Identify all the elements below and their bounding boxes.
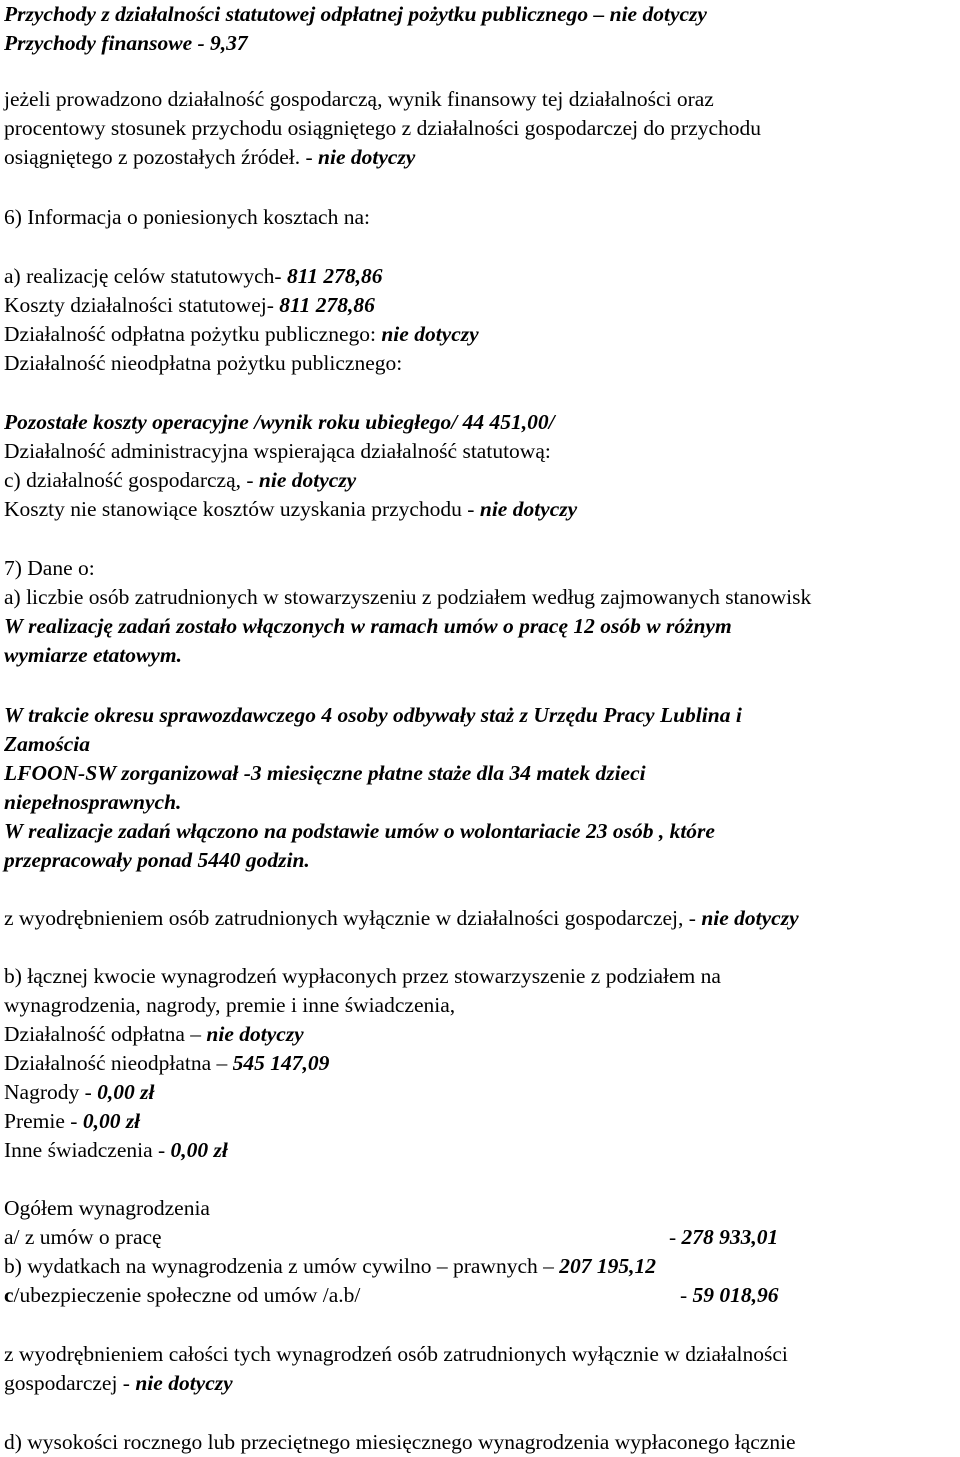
- paid-internships-line-2: niepełnosprawnych.: [4, 790, 182, 814]
- employees-count-line: a) liczbie osób zatrudnionych w stowarzyszeniu z podziałem według zajmowanych stanowisk: [4, 585, 812, 609]
- unpaid-public-benefit-line: Działalność nieodpłatna pożytku publicznego:: [4, 351, 403, 375]
- awards-line: Nagrody - 0,00 zł: [4, 1080, 155, 1104]
- non-deductible-costs-line: Koszty nie stanowiące kosztów uzyskania przychodu - nie dotyczy: [4, 497, 578, 521]
- unpaid-activity-salaries-line: Działalność nieodpłatna – 545 147,09: [4, 1051, 330, 1075]
- business-salaries-line-1: z wyodrębnieniem całości tych wynagrodzeń osób zatrudnionych wyłącznie w działalności: [4, 1342, 788, 1366]
- average-salary-line: d) wysokości rocznego lub przeciętnego miesięcznego wynagrodzenia wypłaconego łącznie: [4, 1430, 796, 1454]
- revenue-statutory-paid-line: Przychody z działalności statutowej odpłatnej pożytku publicznego – nie dotyczy: [4, 2, 707, 26]
- section-7-heading: 7) Dane o:: [4, 556, 95, 580]
- administrative-activity-line: Działalność administracyjna wspierająca działalność statutową:: [4, 439, 551, 463]
- business-activity-line-1: jeżeli prowadzono działalność gospodarczą, wynik finansowy tej działalności oraz: [4, 87, 714, 111]
- statutory-goals-cost-line: a) realizację celów statutowych- 811 278,86: [4, 264, 383, 288]
- civil-contract-expenses-line: b) wydatkach na wynagrodzenia z umów cywilno – prawnych – 207 195,12: [4, 1254, 656, 1278]
- paid-public-benefit-line: Działalność odpłatna pożytku publicznego: nie dotyczy: [4, 322, 479, 346]
- employment-contracts-line-1: W realizację zadań zostało włączonych w ramach umów o pracę 12 osób w różnym: [4, 614, 732, 638]
- total-salaries-label: Ogółem wynagrodzenia: [4, 1196, 210, 1220]
- business-activity-cost-line: c) działalność gospodarczą, - nie dotyczy: [4, 468, 357, 492]
- business-activity-line-3: osiągniętego z pozostałych źródeł. - nie dotyczy: [4, 145, 416, 169]
- social-insurance-line: c/ubezpieczenie społeczne od umów /a.b/ - 59 018,96: [4, 1283, 779, 1307]
- section-6-heading: 6) Informacja o poniesionych kosztach na:: [4, 205, 370, 229]
- financial-revenue-line: Przychody finansowe - 9,37: [4, 31, 248, 55]
- internship-line-2: Zamościa: [4, 732, 90, 756]
- other-operating-costs-line: Pozostałe koszty operacyjne /wynik roku ubiegłego/ 44 451,00/: [4, 410, 555, 434]
- total-salaries-heading-1: b) łącznej kwocie wynagrodzeń wypłaconych przez stowarzyszenie z podziałem na: [4, 964, 721, 988]
- employment-contract-salaries-line: a/ z umów o pracę - 278 933,01: [4, 1225, 779, 1249]
- volunteers-line-2: przepracowały ponad 5440 godzin.: [4, 848, 310, 872]
- employment-contracts-line-2: wymiarze etatowym.: [4, 643, 182, 667]
- statutory-activity-cost-line: Koszty działalności statutowej- 811 278,86: [4, 293, 375, 317]
- business-employees-line: z wyodrębnieniem osób zatrudnionych wyłącznie w działalności gospodarczej, - nie dotyczy: [4, 906, 799, 930]
- bonuses-line: Premie - 0,00 zł: [4, 1109, 141, 1133]
- internship-line-1: W trakcie okresu sprawozdawczego 4 osoby odbywały staż z Urzędu Pracy Lublina i: [4, 703, 742, 727]
- business-salaries-line-2: gospodarczej - nie dotyczy: [4, 1371, 233, 1395]
- paid-internships-line-1: LFOON-SW zorganizował -3 miesięczne płatne staże dla 34 matek dzieci: [4, 761, 646, 785]
- volunteers-line-1: W realizacje zadań włączono na podstawie umów o wolontariacie 23 osób , które: [4, 819, 715, 843]
- business-activity-line-2: procentowy stosunek przychodu osiągniętego z działalności gospodarczej do przychodu: [4, 116, 762, 140]
- other-benefits-line: Inne świadczenia - 0,00 zł: [4, 1138, 228, 1162]
- paid-activity-salaries-line: Działalność odpłatna – nie dotyczy: [4, 1022, 304, 1046]
- total-salaries-heading-2: wynagrodzenia, nagrody, premie i inne świadczenia,: [4, 993, 456, 1017]
